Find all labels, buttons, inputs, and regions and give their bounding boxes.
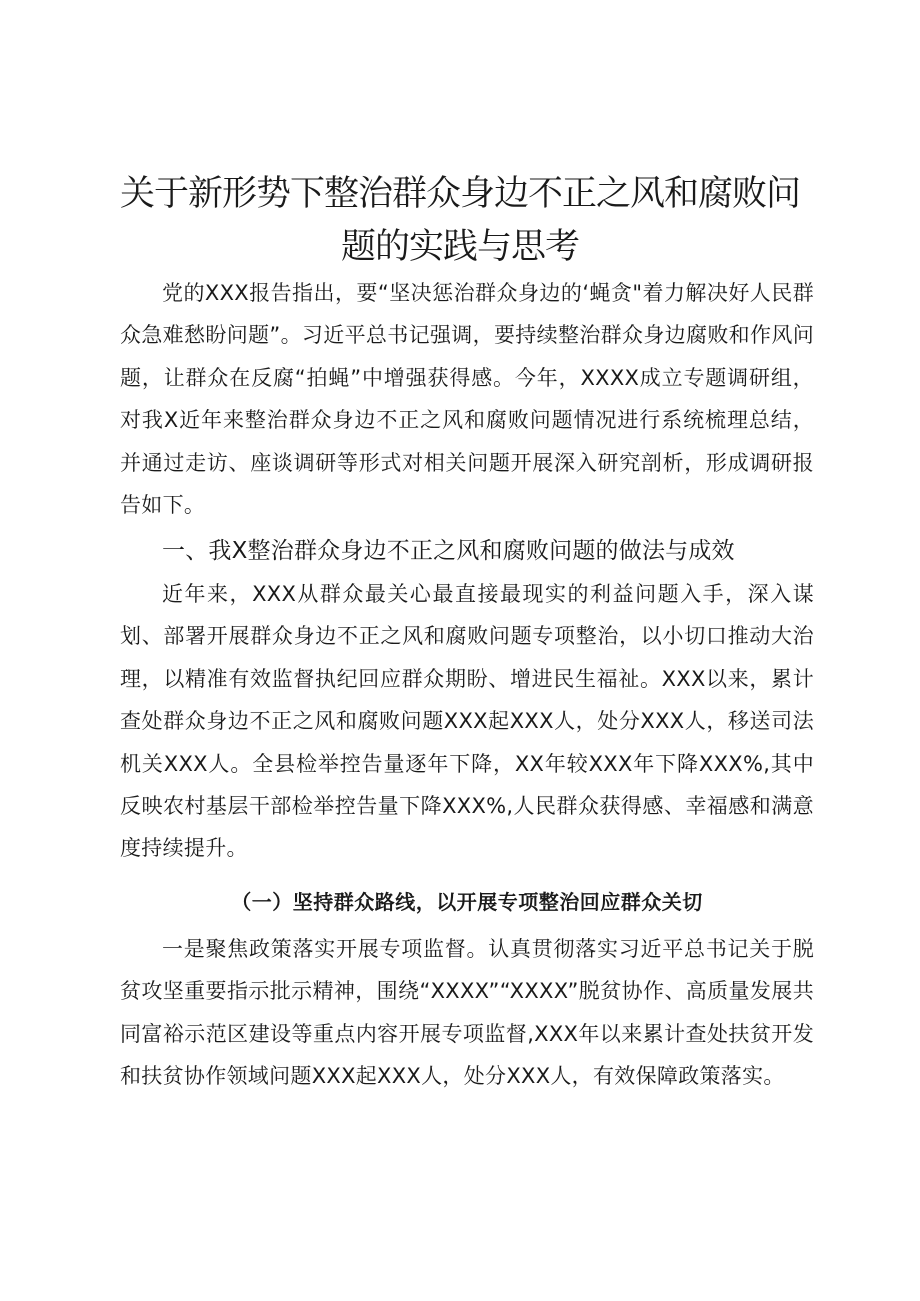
section-paragraph: 近年来，XXX从群众最关心最直接最现实的利益问题入手，深入谋划、部署开展群众身边不正之风和腐败问题专项整治，以小切口推动大治理，以精准有效监督执纪回应群众期盼、增进民生福祉。XXX以来，累计查处群众身边不正之风和腐败问题XXX起XXX人，处分XXX人，移送司法机关XXX人。全县检举控告量逐年下降，XX年较XXX年下降XXX%,其中反映农村基层干部检举控告量下降XXX%,人民群众获得感、幸福感和满意度持续提升。	[120, 582, 814, 861]
document-title: 关于新形势下整治群众身边不正之风和腐败问题的实践与思考	[119, 174, 800, 267]
subsection-heading: （一）坚持群众路线，以开展专项整治回应群众关切	[231, 890, 703, 914]
subsection-paragraph: 一是聚焦政策落实开展专项监督。认真贯彻落实习近平总书记关于脱贫攻坚重要指示批示精神，围绕“XXXX”“XXXX”脱贫协作、高质量发展共同富裕示范区建设等重点内容开展专项监督,XXX年以来累计查处扶贫开发和扶贫协作领域问题XXX起XXX人，处分XXX人，有效保障政策落实。	[120, 937, 814, 1089]
section-heading: 一、我X整治群众身边不正之风和腐败问题的做法与成效	[162, 538, 735, 564]
intro-paragraph: 党的XXX报告指出，要“坚决惩治群众身边的‘蝇贪"着力解决好人民群众急难愁盼问题”。习近平总书记强调，要持续整治群众身边腐败和作风问题，让群众在反腐“拍蝇”中增强获得感。今年，XXXX成立专题调研组，对我X近年来整治群众身边不正之风和腐败问题情况进行系统梳理总结，并通过走访、座谈调研等形式对相关问题开展深入研究剖析，形成调研报告如下。	[120, 281, 814, 518]
